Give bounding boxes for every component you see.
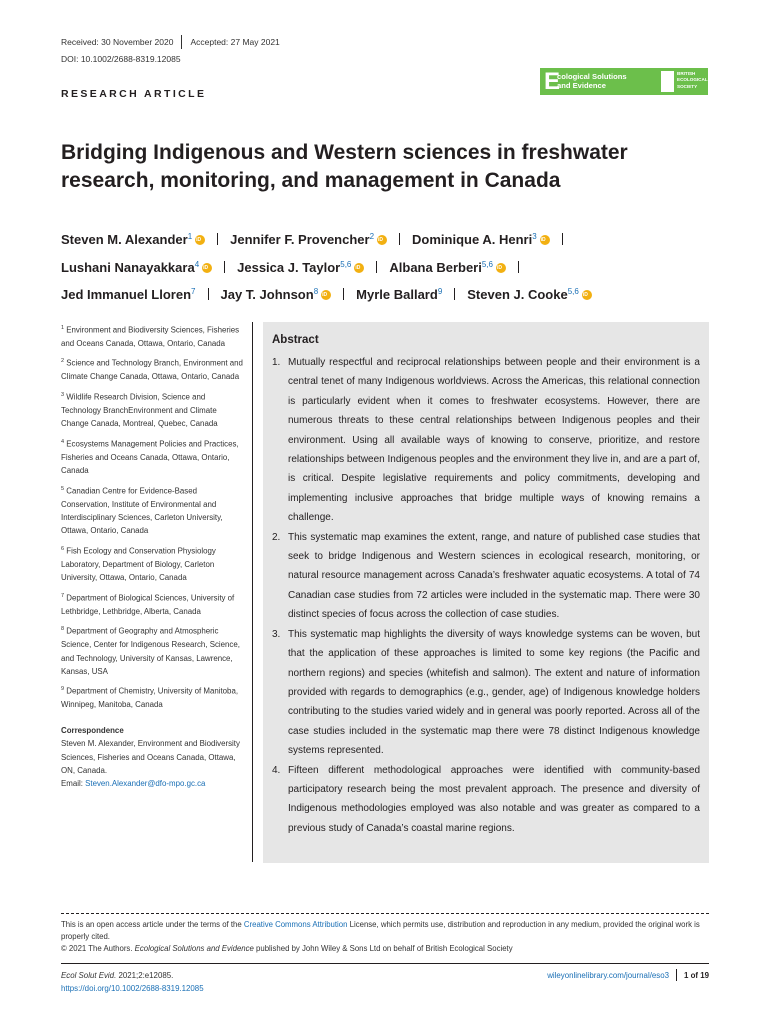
- author-affiliation-ref[interactable]: 5,6: [340, 259, 352, 269]
- page-number: 1 of 19: [684, 970, 709, 980]
- author-divider: [217, 233, 218, 245]
- affiliation: [61, 322, 246, 350]
- author-name: Steven J. Cooke: [467, 287, 568, 302]
- copyright-journal: Ecological Solutions and Evidence: [134, 943, 254, 953]
- orcid-icon[interactable]: [540, 235, 550, 245]
- society-name-line: BRITISH: [677, 71, 696, 76]
- orcid-icon[interactable]: [202, 263, 212, 273]
- affiliation-number: 8: [61, 626, 65, 633]
- abstract-item: [272, 625, 700, 761]
- abstract-item-number: 3.: [272, 628, 281, 640]
- orcid-icon[interactable]: [195, 235, 205, 245]
- footer-right: [547, 969, 709, 981]
- date-divider: [181, 35, 182, 49]
- affiliation-text: Environment and Biodiversity Sciences, Fisheries and Oceans Canada, Ottawa, Ontario, Canada: [61, 325, 240, 349]
- author-list: [61, 225, 711, 308]
- footer-divider: [61, 963, 709, 964]
- abstract-item: [272, 353, 700, 528]
- orcid-icon[interactable]: [496, 263, 506, 273]
- affiliation-number: 7: [61, 592, 65, 599]
- footer-citation: [61, 969, 204, 995]
- affiliation-text: Fish Ecology and Conservation Physiology Laboratory, Department of Biology, Carleton University, Ottawa, Ontario, Canada: [61, 546, 216, 583]
- affiliation-text: Wildlife Research Division, Science and Technology BranchEnvironment and Climate Change Canada, Montreal, Quebec, Canada: [61, 392, 218, 429]
- license-notice: [61, 919, 711, 954]
- author-affiliation-ref[interactable]: 1: [187, 232, 193, 241]
- affiliation: [61, 590, 246, 618]
- author-line: [61, 253, 711, 281]
- abstract-heading: Abstract: [272, 334, 319, 346]
- affiliation: [61, 389, 246, 431]
- license-part: License, which permits use, distribution and reproduction in any medium, provided the original work is properly cited.: [61, 920, 700, 941]
- journal-site-link[interactable]: wileyonlinelibrary.com/journal/eso3: [547, 970, 669, 980]
- abstract-item-number: 1.: [272, 357, 281, 368]
- email-link[interactable]: Steven.Alexander@dfo-mpo.gc.ca: [85, 779, 206, 789]
- author-affiliation-ref[interactable]: 5,6: [567, 287, 579, 296]
- correspondence-heading: Correspondence: [61, 725, 124, 735]
- abstract-item-text: This systematic map examines the extent, range, and nature of published case studies that seek to bridge Indigenous and Western sciences in ecological research, monitoring, or natural resource management across Canada’s freshwater aquatic ecosystems. A total of 74 Canadian case studies from 72 articles were included in the systematic map. There were 30 distinct species of focus across the collection of case studies.: [288, 531, 700, 621]
- received-date: Received: 30 November 2020: [61, 37, 174, 47]
- journal-name-line: cological Solutions: [557, 72, 627, 81]
- affiliation: [61, 355, 246, 383]
- author: [61, 260, 212, 275]
- orcid-icon[interactable]: [377, 235, 387, 245]
- orcid-icon[interactable]: [321, 290, 331, 300]
- author-divider: [454, 288, 455, 300]
- society-name: [677, 71, 708, 90]
- affiliation-number: 1: [61, 325, 65, 331]
- author-affiliation-ref[interactable]: 7: [191, 287, 196, 296]
- author: [237, 260, 364, 275]
- author-divider: [224, 261, 225, 273]
- author-name: Myrle Ballard: [356, 287, 438, 302]
- article-title: Bridging Indigenous and Western sciences in freshwater research, monitoring, and management in Canada: [61, 141, 628, 192]
- abstract-item-number: 4.: [272, 764, 281, 776]
- author-affiliation-ref[interactable]: 5,6: [481, 259, 493, 269]
- citation-text: [61, 969, 204, 982]
- author-name: Albana Berberi: [389, 259, 482, 275]
- author-name: Jay T. Johnson: [220, 287, 314, 302]
- abstract-list: [272, 353, 700, 838]
- author-divider: [208, 288, 209, 300]
- abstract-box: [263, 322, 709, 863]
- correspondence-text: Steven M. Alexander, Environment and Biodiversity Sciences, Fisheries and Oceans Canada, Ottawa, ON, Canada.: [61, 739, 240, 775]
- author-line: [61, 280, 711, 308]
- author-divider: [343, 288, 344, 300]
- orcid-icon[interactable]: [354, 263, 364, 273]
- affiliation-text: Department of Biological Sciences, University of Lethbridge, Lethbridge, Alberta, Canada: [61, 593, 235, 616]
- author: [412, 232, 550, 247]
- affiliation-text: Canadian Centre for Evidence-Based Conservation, Institute of Environmental and Interdisciplinary Sciences, Carleton University, Ottawa, Ontario, Canada: [61, 486, 223, 536]
- author-name: Lushani Nanayakkara: [61, 259, 195, 275]
- author-name: Jennifer F. Provencher: [230, 232, 370, 247]
- copyright-part: published by John Wiley & Sons Ltd on behalf of British Ecological Society: [253, 943, 513, 953]
- affiliations: [61, 322, 246, 791]
- affiliation-text: Ecosystems Management Policies and Practices, Fisheries and Oceans Canada, Ottawa, Ontario, Canada: [61, 439, 239, 476]
- author-divider: [518, 261, 519, 273]
- author-name: Dominique A. Henri: [412, 232, 533, 247]
- copyright-text: [61, 943, 711, 955]
- license-divider: [61, 913, 709, 914]
- society-logo-icon: [661, 71, 674, 92]
- affiliation-text: Science and Technology Branch, Environment and Climate Change Canada, Ottawa, Ontario, Canada: [61, 359, 243, 382]
- affiliation-number: 9: [61, 686, 65, 693]
- affiliation: [61, 683, 246, 711]
- accepted-date: Accepted: 27 May 2021: [190, 37, 280, 47]
- society-name-line: SOCIETY: [677, 83, 698, 89]
- author-name: Jed Immanuel Lloren: [61, 287, 192, 302]
- author-affiliation-ref[interactable]: 2: [369, 232, 375, 241]
- affiliation: [61, 543, 246, 585]
- doi: DOI: 10.1002/2688-8319.12085: [61, 54, 181, 64]
- affiliation: [61, 483, 246, 538]
- author-divider: [399, 233, 400, 245]
- author-line: [61, 225, 711, 253]
- citation-details: 2021;2:e12085.: [116, 971, 174, 980]
- author: [61, 287, 196, 302]
- abstract-item: [272, 761, 700, 839]
- abstract-item-text: Fifteen different methodological approaches were identified with community-based participatory research being the most prevalent approach. The presence and diversity of Indigenous methodologies employed was also notable and was greater as compared to a previous study of Canada’s coastal marine regions.: [288, 764, 700, 834]
- affiliation: [61, 623, 246, 678]
- author: [356, 287, 442, 302]
- doi-link[interactable]: https://doi.org/10.1002/2688-8319.12085: [61, 984, 204, 993]
- license-part: This is an open access article under the terms of the: [61, 920, 244, 929]
- article-type: RESEARCH ARTICLE: [61, 88, 207, 100]
- affiliation-number: 4: [61, 438, 65, 445]
- author: [230, 232, 387, 247]
- society-name-line: ECOLOGICAL: [677, 77, 708, 83]
- creative-commons-link[interactable]: Creative Commons Attribution: [243, 920, 348, 929]
- journal-logo-e-icon: E: [544, 67, 561, 95]
- abstract-item: [272, 528, 700, 625]
- abstract-item-text: This systematic map highlights the diversity of ways knowledge systems can be woven, but that the application of these approaches is limited to some key regions (the Pacific and northern regions) and species (whitefish and salmon). The extent and nature of information provided with regards to demographics (e.g., gender, age) of Indigenous knowledge holders contributing to the studies varied widely and in general was poorly reported. Across all of the case studies included in the systematic map there were 78 distinct Indigenous knowledge systems represented.: [288, 628, 700, 757]
- journal-name: [557, 73, 657, 90]
- author: [467, 287, 592, 302]
- email-label: Email:: [61, 779, 86, 789]
- author-affiliation-ref[interactable]: 8: [313, 287, 319, 296]
- author: [389, 260, 506, 275]
- affiliation-number: 2: [61, 358, 65, 365]
- author-affiliation-ref[interactable]: 9: [437, 287, 443, 296]
- copyright-part: © 2021 The Authors.: [61, 943, 135, 953]
- abstract-item-number: 2.: [272, 531, 281, 543]
- footer-separator: [676, 969, 677, 981]
- author-divider: [376, 261, 377, 273]
- correspondence-email-line: [61, 777, 246, 790]
- abstract-item-text: Mutually respectful and reciprocal relationships between people and their environment is a central tenet of many Indigenous worldviews. Across the Americas, this relational connection is particularly evident when it comes to freshwater ecosystems. However, there are numerous threats to these central relationships between Indigenous peoples and their environment. Using all available ways of knowing to conserve, prioritize, and restore relationships between Indigenous peoples and the environment they live in, and are a part of, is critical. Despite legislative requirements and policy commitments, developing and implementing inclusive approaches that bridge multiple ways of knowing remains a challenge.: [288, 357, 700, 524]
- affiliation-number: 5: [61, 485, 65, 492]
- affiliation-text: Department of Chemistry, University of Manitoba, Winnipeg, Manitoba, Canada: [61, 686, 239, 710]
- author-name: Steven M. Alexander: [61, 232, 188, 247]
- citation-journal: Ecol Solut Evid.: [61, 971, 117, 980]
- journal-name-line: and Evidence: [557, 80, 606, 90]
- author-affiliation-ref[interactable]: 4: [194, 259, 200, 269]
- author: [221, 287, 332, 302]
- license-text: [61, 919, 711, 943]
- journal-logo: [540, 68, 708, 95]
- author-affiliation-ref[interactable]: 3: [532, 232, 537, 241]
- orcid-icon[interactable]: [582, 290, 592, 300]
- affiliation-number: 3: [61, 391, 65, 398]
- column-divider: [252, 322, 253, 862]
- author-name: Jessica J. Taylor: [237, 259, 341, 275]
- author: [61, 232, 205, 247]
- article-dates: [61, 35, 280, 49]
- affiliation-text: Department of Geography and Atmospheric Science, Center for Indigenous Research, Science, and Technology, University of Kansas, Lawrence, Kansas, USA: [61, 626, 240, 676]
- author-divider: [562, 233, 563, 245]
- affiliation-number: 6: [61, 545, 65, 552]
- affiliation: [61, 436, 246, 478]
